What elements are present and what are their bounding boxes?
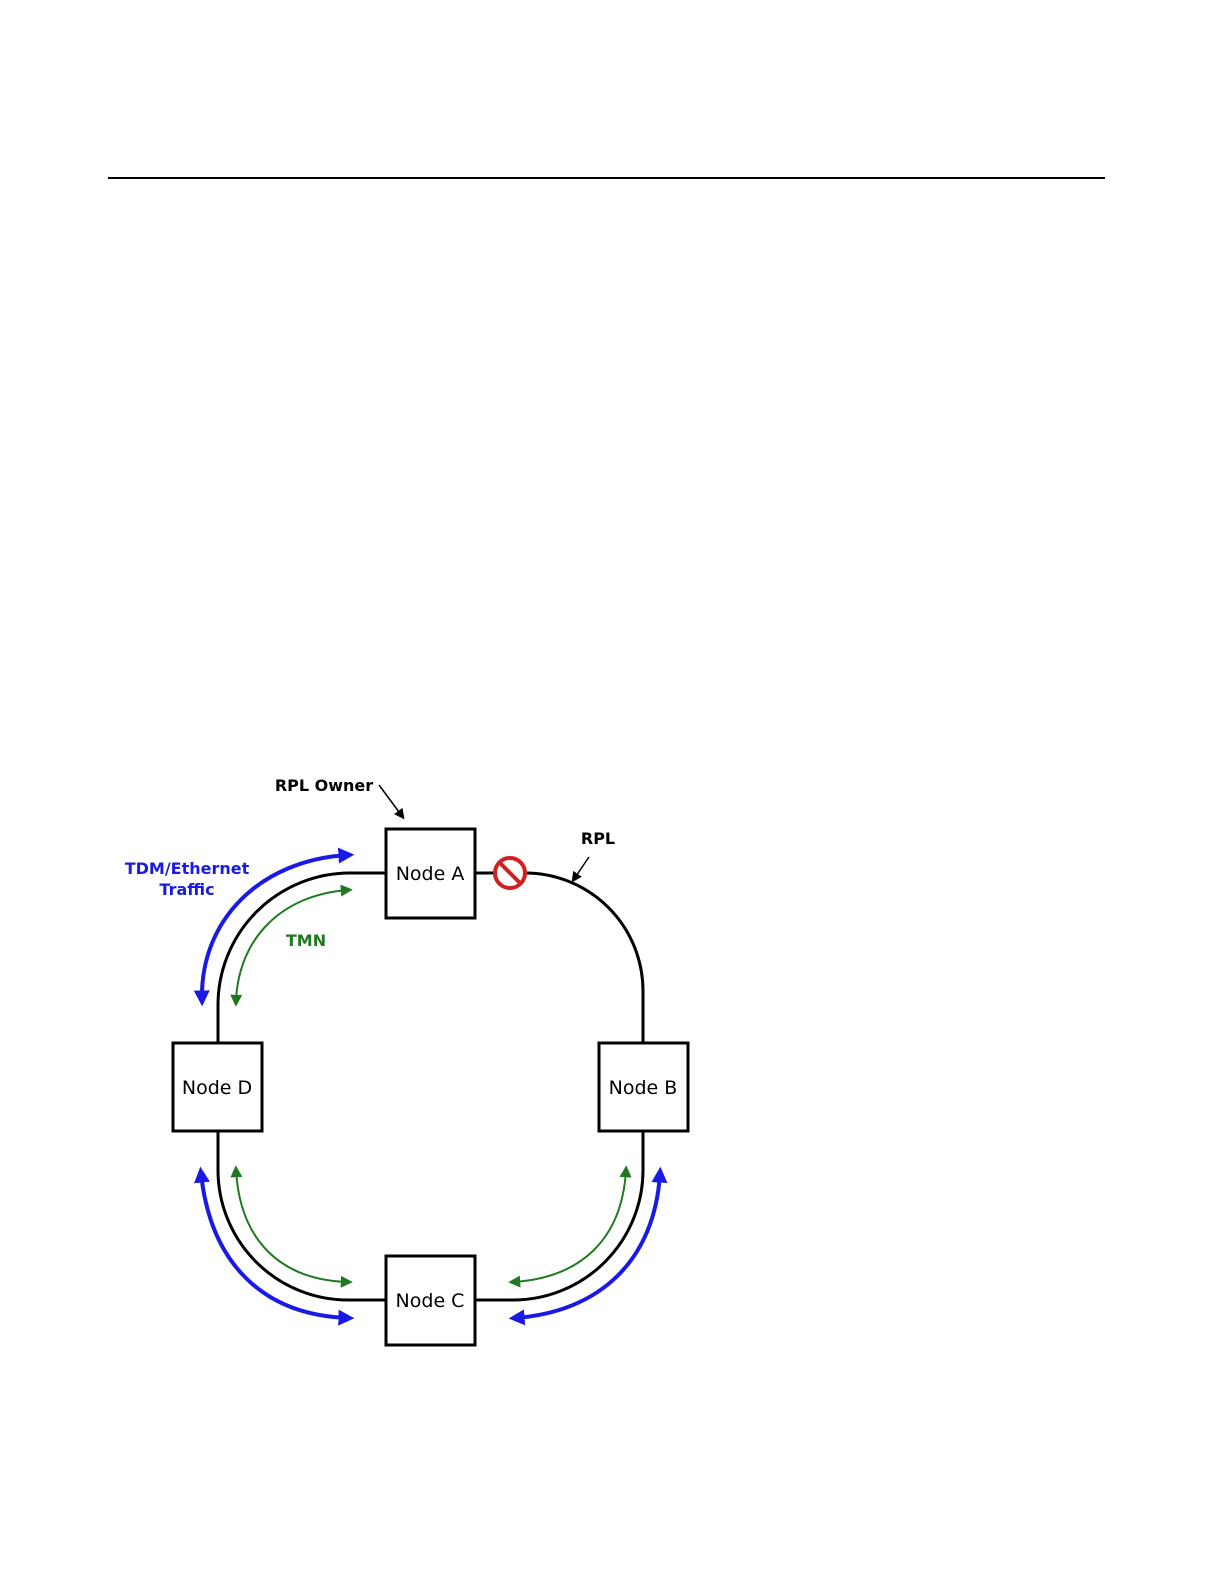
- node-a: [386, 829, 475, 918]
- traffic-label-line2: Traffic: [159, 880, 215, 899]
- rpl-owner-pointer: [379, 785, 402, 816]
- rpl-owner-label: RPL Owner: [274, 776, 374, 795]
- node-c-label: Node C: [395, 1290, 465, 1312]
- node-a-label: Node A: [395, 863, 465, 885]
- node-d: [173, 1043, 262, 1131]
- node-b: [599, 1043, 688, 1131]
- traffic-arrow-d-c: [201, 1173, 348, 1318]
- traffic-arrow-c-b: [515, 1173, 660, 1318]
- tmn-arrow-d-c: [236, 1170, 348, 1282]
- tmn-label: TMN: [285, 931, 327, 950]
- no-entry-icon: [495, 858, 525, 888]
- traffic-label-line1: TDM/Ethernet: [124, 859, 250, 878]
- node-c: [386, 1256, 475, 1345]
- node-b-label: Node B: [608, 1077, 678, 1099]
- rpl-pointer: [574, 857, 589, 879]
- tmn-arrow-c-b: [513, 1170, 626, 1282]
- link-a-b-rpl: [475, 873, 643, 1043]
- rpl-label: RPL: [580, 829, 616, 848]
- node-d-label: Node D: [181, 1077, 253, 1099]
